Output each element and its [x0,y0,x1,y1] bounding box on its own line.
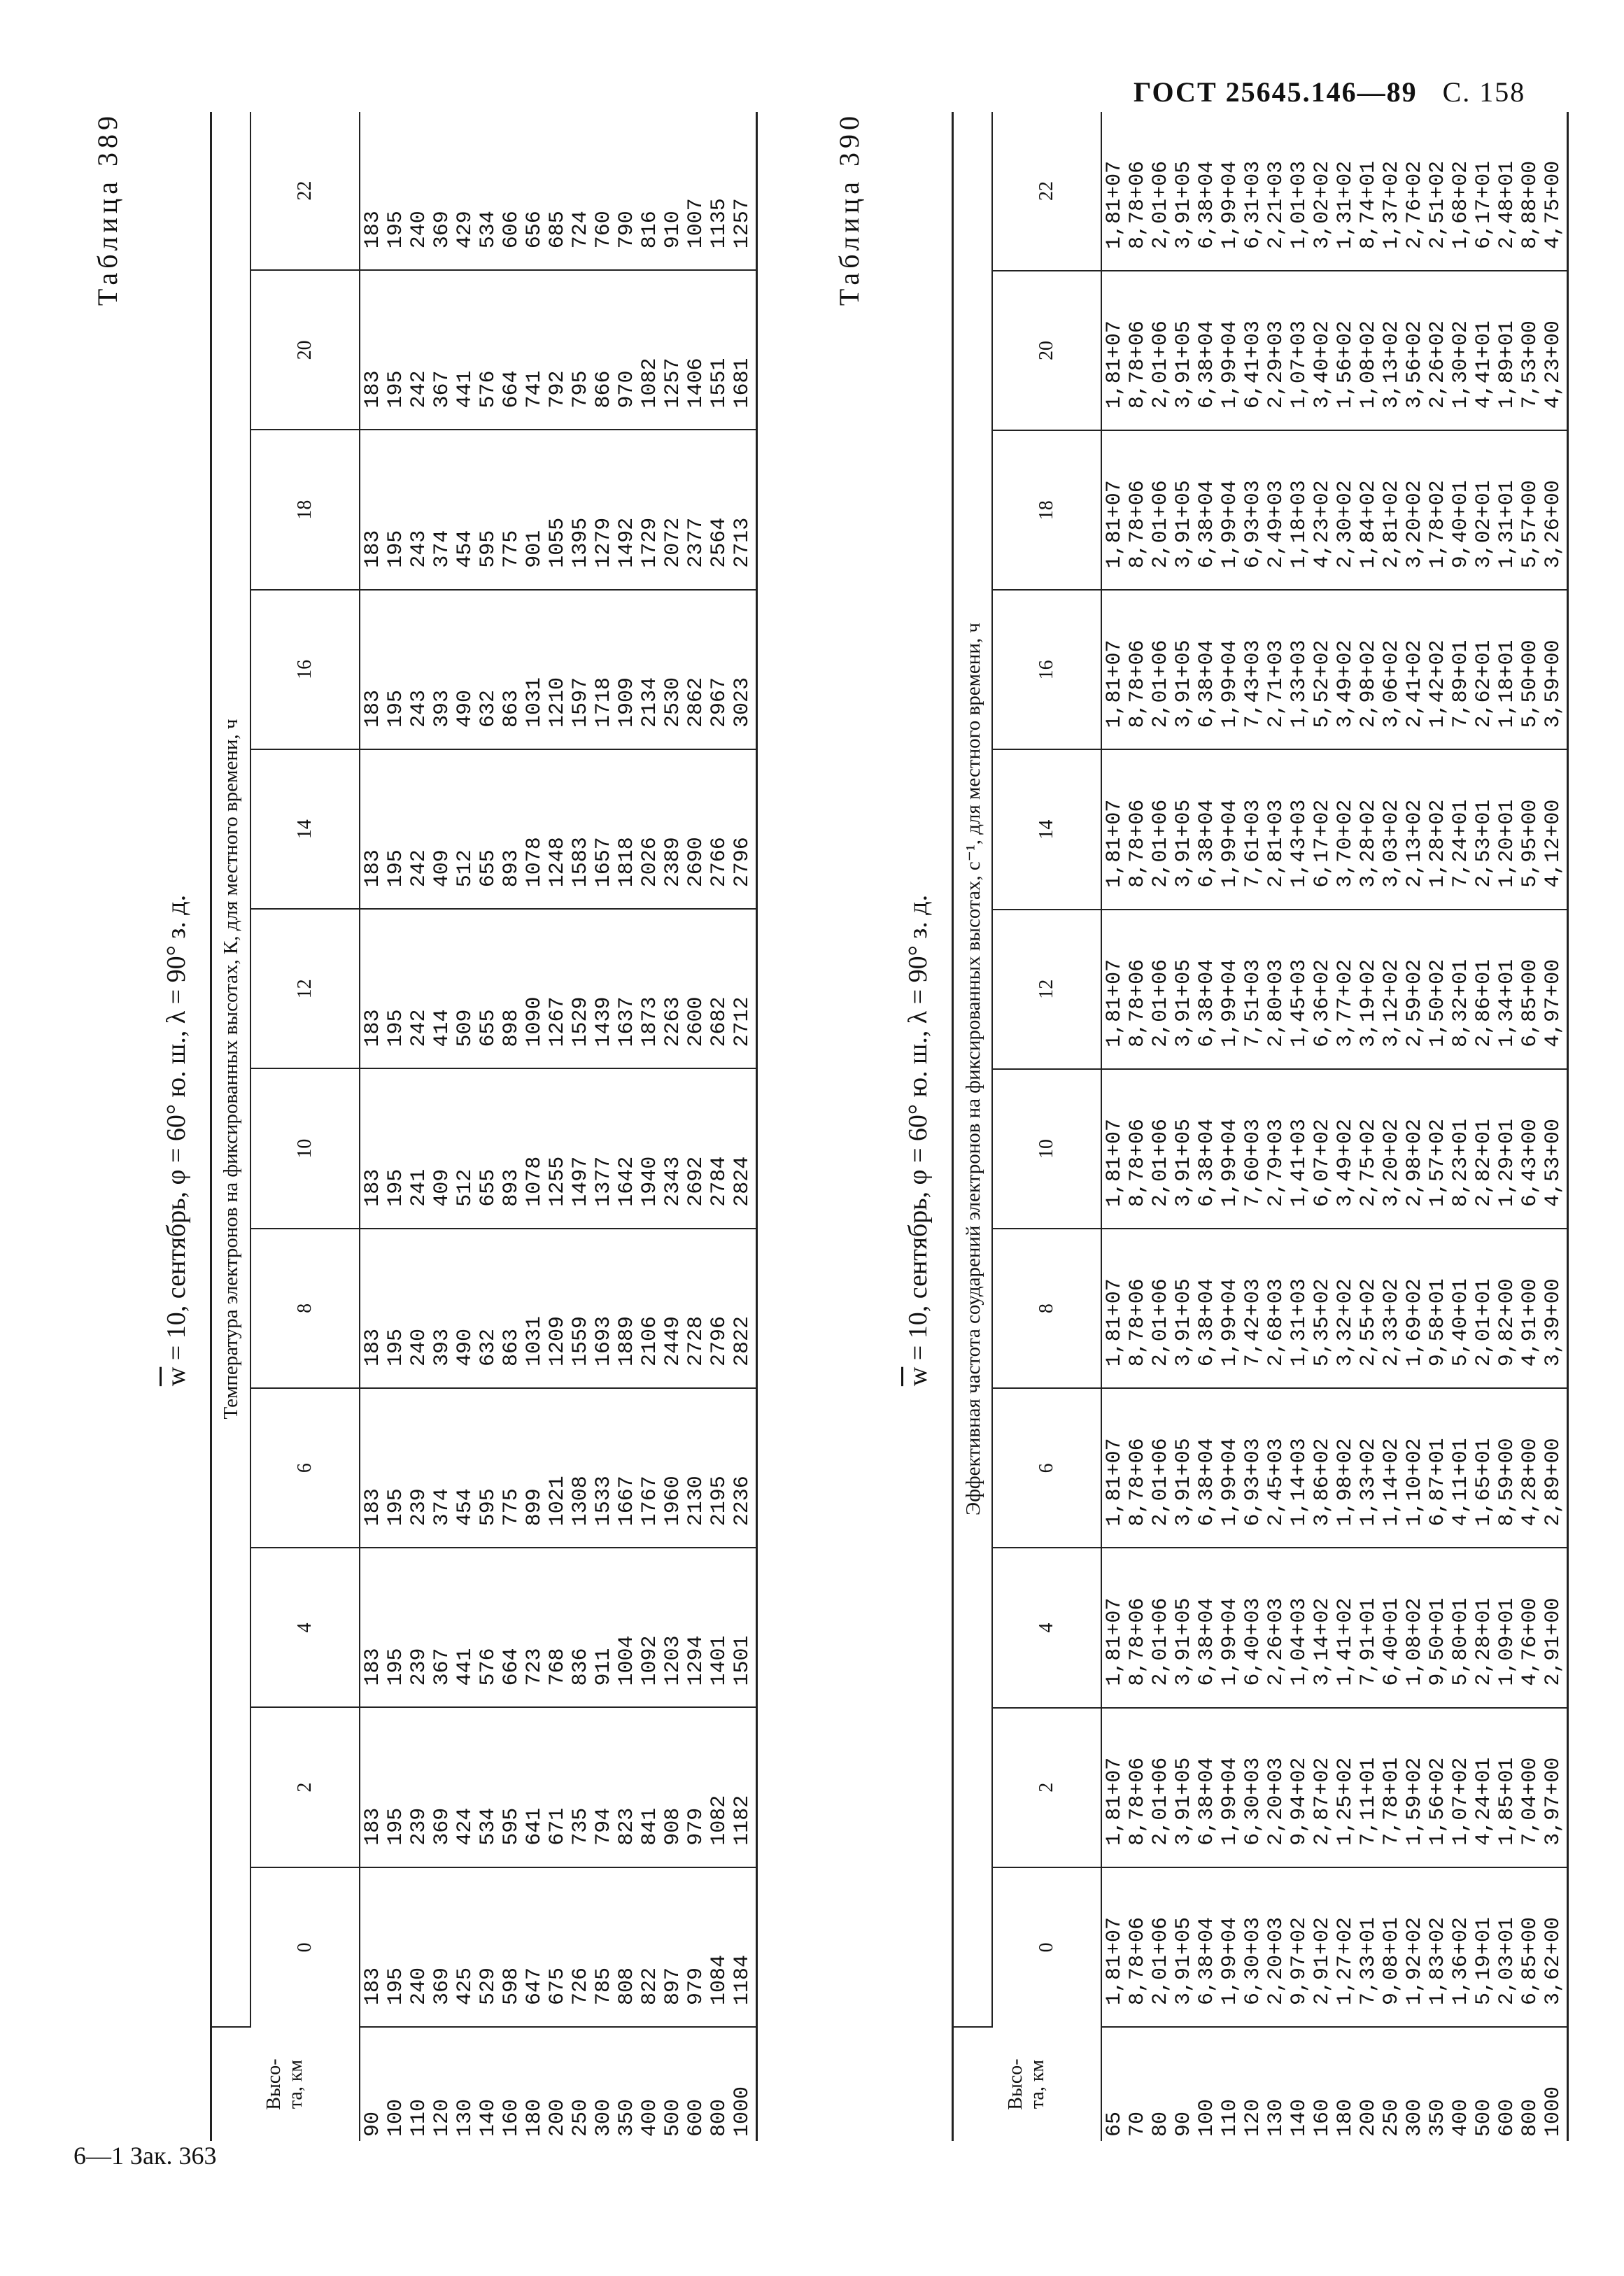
hour-header: 20 [992,271,1101,430]
value-column: 1,81+07 8,78+06 2,01+06 3,91+05 6,38+04 1,99+04 6,31+03 2,21+03 1,01+03 3,02+02 1,31+02 8,74+01 1,37+02 2,76+02 2,51+02 1,68+02 6,17+01 2,48+01 8,88+00 4,75+00 [1101,112,1568,271]
value-column: 183 195 239 367 441 576 664 723 768 836 911 1004 1092 1203 1294 1401 1501 [360,1548,757,1707]
hour-header: 18 [250,430,360,590]
data-table [952,112,1569,2141]
title-text: = 10, сентябрь, φ = 60° ю. ш., λ = 90° з. д. [162,894,191,1367]
table-row [360,112,757,2141]
hour-header: 16 [992,590,1101,749]
hour-header: 2 [250,1708,360,1867]
hour-header: 2 [992,1708,1101,1867]
title-symbol: $\overline{w}$ [903,1366,933,1387]
hour-header: 6 [992,1388,1101,1548]
value-column: 183 195 242 414 509 655 898 1090 1267 1529 1439 1637 1873 2263 2600 2682 2712 [360,909,757,1068]
table-label: Таблица 390 [833,112,865,306]
height-column: 90 100 110 120 130 140 160 180 200 250 300 350 400 500 600 800 1000 [360,2027,757,2141]
value-column: 1,81+07 8,78+06 2,01+06 3,91+05 6,38+04 1,99+04 6,30+03 2,20+03 9,94+02 2,87+02 1,25+02 7,11+01 7,78+01 1,59+02 1,56+02 1,07+02 4,24+01 1,85+01 7,04+00 3,97+00 [1101,1708,1568,1867]
hour-header: 0 [250,1867,360,2027]
value-column: 183 195 239 374 454 595 775 899 1021 1308 1533 1667 1767 1960 2130 2195 2236 [360,1388,757,1548]
value-column: 1,81+07 8,78+06 2,01+06 3,91+05 6,38+04 1,99+04 7,61+03 2,81+03 1,43+03 6,17+02 3,70+02 3,28+02 3,03+02 2,13+02 1,28+02 7,24+01 2,53+01 1,20+01 5,95+00 4,12+00 [1101,750,1568,910]
value-column: 183 195 240 369 425 529 598 647 675 726 785 808 822 897 979 1084 1184 [360,1867,757,2027]
hour-header: 16 [250,590,360,749]
value-column: 183 195 239 369 424 534 595 641 671 735 794 823 841 908 979 1082 1182 [360,1708,757,1867]
value-column: 1,81+07 8,78+06 2,01+06 3,91+05 6,38+04 1,99+04 6,30+03 2,20+03 9,97+02 2,91+02 1,27+02 7,33+01 9,08+01 1,92+02 1,83+02 1,36+02 5,19+01 2,03+01 6,85+00 3,62+00 [1101,1867,1568,2027]
value-column: 183 195 240 393 490 632 863 1031 1209 1559 1693 1889 2106 2449 2728 2796 2822 [360,1229,757,1388]
hour-header: 6 [250,1388,360,1548]
value-column: 183 195 243 393 490 632 863 1031 1210 1597 1718 1909 2134 2530 2862 2967 3023 [360,590,757,749]
title-symbol: $\overline{w}$ [162,1366,191,1387]
title-text: = 10, сентябрь, φ = 60° ю. ш., λ = 90° з. д. [903,894,933,1367]
data-table [210,112,758,2141]
print-order-note: 6—1 Зак. 363 [73,2142,217,2170]
hour-header: 4 [992,1548,1101,1707]
height-column: 65 70 80 90 100 110 120 130 140 160 180 200 250 300 350 400 500 600 800 1000 [1101,2027,1568,2141]
table-title [903,84,933,2197]
standard-code: ГОСТ 25645.146—89 [1134,76,1418,108]
value-column: 1,81+07 8,78+06 2,01+06 3,91+05 6,38+04 1,99+04 7,43+03 2,71+03 1,33+03 5,52+02 3,49+02 2,98+02 3,06+02 2,41+02 1,42+02 7,89+01 2,62+01 1,18+01 5,50+00 3,59+00 [1101,590,1568,749]
hour-header: 22 [250,112,360,270]
hour-header: 8 [250,1229,360,1388]
value-column: 1,81+07 8,78+06 2,01+06 3,91+05 6,38+04 1,99+04 6,93+03 2,45+03 1,14+03 3,86+02 1,98+02 1,33+02 1,14+02 1,10+02 6,87+01 4,11+01 1,65+01 8,59+00 4,28+00 2,89+00 [1101,1388,1568,1548]
value-column: 1,81+07 8,78+06 2,01+06 3,91+05 6,38+04 1,99+04 7,51+03 2,80+03 1,45+03 6,36+02 3,77+02 3,19+02 3,12+02 2,59+02 1,50+02 8,32+01 2,86+01 1,34+01 6,85+00 4,97+00 [1101,910,1568,1069]
value-column: 1,81+07 8,78+06 2,01+06 3,91+05 6,38+04 1,99+04 7,60+03 2,79+03 1,41+03 6,07+02 3,49+02 2,75+02 3,20+02 2,98+02 1,57+02 8,23+01 2,82+01 1,29+01 6,43+00 4,53+00 [1101,1069,1568,1229]
row-header: Высо- та, км [211,2027,360,2141]
table-label: Таблица 389 [92,112,123,306]
table-row [1101,112,1568,2141]
hour-header: 4 [250,1548,360,1707]
hour-header: 14 [250,749,360,909]
hour-header: 20 [250,270,360,430]
group-header: Эффективная частота соударений электронов на фиксированных высотах, с⁻¹, для местного времени, ч [953,112,993,2027]
value-column: 1,81+07 8,78+06 2,01+06 3,91+05 6,38+04 1,99+04 6,93+03 2,49+03 1,18+03 4,23+02 2,30+02 1,84+02 2,81+02 3,20+02 1,78+02 9,40+01 3,02+01 1,31+01 5,57+00 3,26+00 [1101,430,1568,590]
hour-header: 14 [992,750,1101,910]
rotated-table-389-panel [91,84,754,2197]
hour-header: 8 [992,1229,1101,1388]
page-number: С. 158 [1442,76,1526,108]
hour-header: 12 [250,909,360,1068]
hour-header: 10 [992,1069,1101,1229]
value-column: 183 195 240 369 429 534 606 656 685 724 760 790 816 910 1007 1135 1257 [360,112,757,270]
hour-header: 18 [992,430,1101,590]
row-header: Высо- та, км [953,2027,1102,2141]
value-column: 183 195 242 409 512 655 893 1078 1248 1583 1657 1818 2026 2389 2690 2766 2796 [360,749,757,909]
value-column: 1,81+07 8,78+06 2,01+06 3,91+05 6,38+04 1,99+04 6,41+03 2,29+03 1,07+03 3,40+02 1,56+02 1,08+02 3,13+02 3,56+02 2,26+02 1,30+02 4,41+01 1,89+01 7,53+00 4,23+00 [1101,271,1568,430]
hour-header: 0 [992,1867,1101,2027]
value-column: 183 195 241 409 512 655 893 1078 1255 1497 1377 1642 1940 2343 2692 2784 2824 [360,1069,757,1229]
hour-header: 10 [250,1069,360,1229]
table-title [161,84,192,2197]
value-column: 1,81+07 8,78+06 2,01+06 3,91+05 6,38+04 1,99+04 6,40+03 2,26+03 1,04+03 3,14+02 1,41+02 7,91+01 6,40+01 1,08+02 9,50+01 5,80+01 2,28+01 1,09+01 4,76+00 2,91+00 [1101,1548,1568,1707]
value-column: 183 195 243 374 454 595 775 901 1055 1395 1279 1492 1729 2072 2377 2564 2713 [360,430,757,590]
hour-header: 22 [992,112,1101,271]
value-column: 1,81+07 8,78+06 2,01+06 3,91+05 6,38+04 1,99+04 7,42+03 2,68+03 1,31+03 5,35+02 3,32+02 2,55+02 2,33+02 1,69+02 9,58+01 5,40+01 2,01+01 9,82+00 4,91+00 3,39+00 [1101,1229,1568,1388]
hour-header: 12 [992,910,1101,1069]
value-column: 183 195 242 367 441 576 664 741 792 795 866 970 1082 1257 1406 1551 1681 [360,270,757,430]
group-header: Температура электронов на фиксированных высотах, К, для местного времени, ч [211,112,251,2027]
